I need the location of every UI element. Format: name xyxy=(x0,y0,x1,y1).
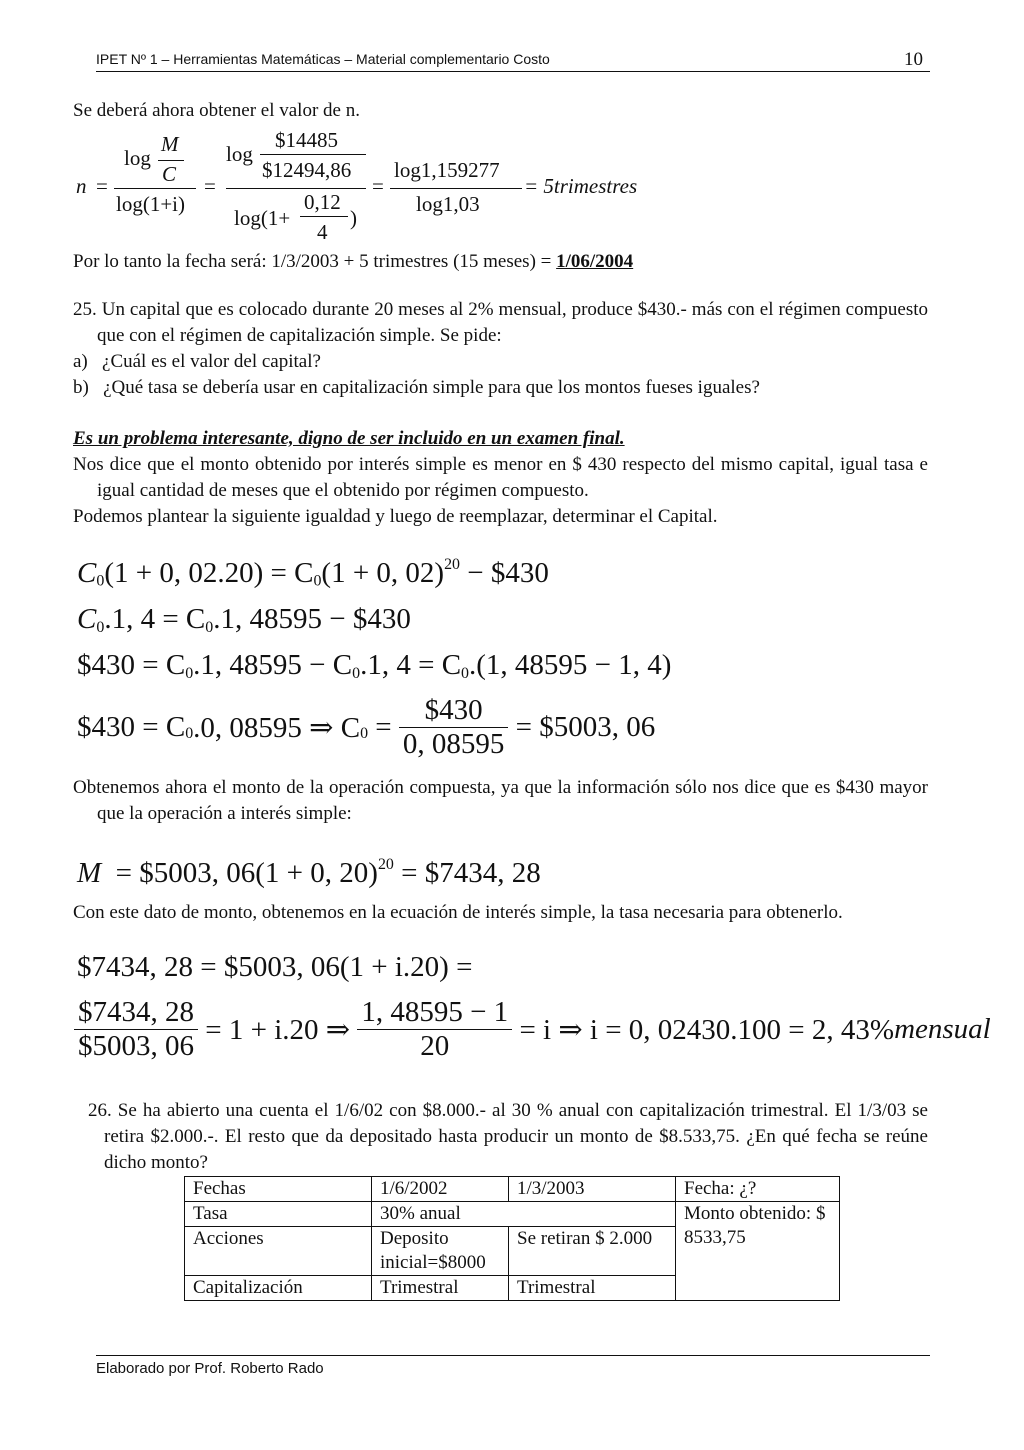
frac-line-012 xyxy=(300,216,348,217)
table-cell: Trimestral xyxy=(372,1276,509,1301)
footer-author: Elaborado por Prof. Roberto Rado xyxy=(96,1360,324,1377)
c-label: C xyxy=(162,162,177,186)
log-label: log xyxy=(124,146,151,170)
eq-sign: = xyxy=(96,174,108,198)
problem-25-p4: Con este dato de monto, obtenemos en la ecuación de interés simple, la tasa necesaria para obtenerlo. xyxy=(73,902,843,923)
page-number: 10 xyxy=(904,49,923,70)
table-cell: Tasa xyxy=(185,1202,372,1227)
val-12494: $12494,86 xyxy=(262,158,352,182)
n-symbol: n xyxy=(76,174,87,198)
ratio-label: log1,159277 xyxy=(394,158,500,182)
date-line: Por lo tanto la fecha será: 1/3/2003 + 5 trimestres (15 meses) = 1/06/2004 xyxy=(73,251,634,272)
eq-sign-3: = xyxy=(372,174,384,198)
formula-n xyxy=(76,128,676,248)
equation-monto: M = $5003, 06(1 + 0, 20)$^{20}$ = $7434, 28 xyxy=(77,856,541,889)
equation-1: $C_0(1 + 0$, $02.20) = C_0(1 + 0$, 02)$^{20}$ − $430 xyxy=(77,556,549,590)
log1p-label: log(1+ xyxy=(234,206,291,230)
table-cell: 1/6/2002 xyxy=(372,1177,509,1202)
table-cell: Se retiran $ 2.000 xyxy=(509,1227,676,1276)
intro-line: Se deberá ahora obtener el valor de n. xyxy=(73,100,360,121)
frac-line-mc xyxy=(158,160,184,161)
log-label-2: log xyxy=(226,142,253,166)
table-cell: Capitalización xyxy=(185,1276,372,1301)
problem-26-text: 26. Se ha abierto una cuenta el 1/6/02 con $8.000.- al 30 % anual con capitalización trimestral. El 1/3/03 se retira $2.000.-. El resto que da depositado hasta producir un monto de $8.533,75. ¿En qué fecha se reúne dicho monto? xyxy=(88,1100,928,1173)
equation-3: $430 = $C_0.1$, $48595 - C_0.1$, $4 = C_0.(1$, 48595 − 1, 4) xyxy=(77,649,672,682)
table-cell: Acciones xyxy=(185,1227,372,1276)
table-cell: Fecha: ¿? xyxy=(676,1177,840,1202)
table-cell: Monto obtenido: $ 8533,75 xyxy=(676,1202,840,1301)
page-header xyxy=(96,51,930,72)
rate-fraction: $\frac{1, 48595 - 1}{20}$ xyxy=(357,996,512,1063)
capital-fraction: $\frac{\$430}{0, 08595}$ xyxy=(399,694,509,761)
val-14485: $14485 xyxy=(275,128,338,152)
problem-25-b: b) ¿Qué tasa se debería usar en capitalización simple para que los montos fueses iguales? xyxy=(73,377,760,398)
problem-25-p1: Nos dice que el monto obtenido por interés simple es menor en $ 430 respecto del mismo capital, igual tasa e igual cantidad de meses que el obtenido por régimen compuesto. xyxy=(73,454,928,501)
m-label: M xyxy=(161,132,179,156)
table-cell: 30% anual xyxy=(372,1202,676,1227)
equation-2: $C_0.1$, $4 = C_0.1$, 48595 − $430 xyxy=(77,603,411,636)
eq-sign-2: = xyxy=(204,174,216,198)
log103-label: log1,03 xyxy=(416,192,480,216)
problem-25-a: a) ¿Cuál es el valor del capital? xyxy=(73,351,321,372)
table-cell: Deposito inicial=$8000 xyxy=(372,1227,509,1276)
log1i-label: log(1+i) xyxy=(116,192,185,216)
frac-line-1 xyxy=(114,188,196,189)
problem-25-p3: Obtenemos ahora el monto de la operación compuesta, ya que la información sólo nos dice que es $430 mayor que la operación a interés simple: xyxy=(73,777,928,824)
equation-simple-2: $\frac{\$7434, 28}{\$5003, 06}$ = 1 + i.20 ⇒ $\frac{1, 48595 - 1}{20}$ = i ⇒ i = 0, 02430.100 = 2, 43%mensual xyxy=(74,996,991,1063)
val-4: 4 xyxy=(317,220,328,244)
header-title: IPET Nº 1 – Herramientas Matemáticas – Material complementario Costo xyxy=(96,51,550,67)
equation-simple-1: $7434, 28 = $5003, 06(1 + i.20) = xyxy=(77,951,473,983)
val-012: 0,12 xyxy=(304,190,341,214)
table-cell: Fechas xyxy=(185,1177,372,1202)
table-row xyxy=(185,1202,840,1227)
problem-25-heading: Es un problema interesante, digno de ser incluido en un examen final. xyxy=(73,428,625,449)
equation-4: $430 = $C_0.0$, 08595 ⇒ $C_0$ = $\frac{\$430}{0, 08595}$ = $5003, 06 xyxy=(77,694,656,760)
result-trimestres: = 5trimestres xyxy=(524,174,638,198)
date-result: 1/06/2004 xyxy=(556,251,634,272)
table-cell: 1/3/2003 xyxy=(509,1177,676,1202)
close-paren: ) xyxy=(350,206,357,230)
table-row xyxy=(185,1177,840,1202)
problem-25-intro: 25. Un capital que es colocado durante 20 meses al 2% mensual, produce $430.- más con el régimen compuesto que con el régimen de capitalización simple. Se pide: xyxy=(73,299,928,346)
problem-25-p2: Podemos plantear la siguiente igualdad y luego de reemplazar, determinar el Capital. xyxy=(73,506,718,527)
frac-line-2 xyxy=(226,188,366,189)
monto-fraction: $\frac{\$7434, 28}{\$5003, 06}$ xyxy=(74,996,198,1063)
data-table xyxy=(184,1176,840,1301)
table-cell: Trimestral xyxy=(509,1276,676,1301)
frac-line-3 xyxy=(390,188,522,189)
page-footer xyxy=(96,1355,930,1377)
frac-line-14485 xyxy=(260,154,366,155)
